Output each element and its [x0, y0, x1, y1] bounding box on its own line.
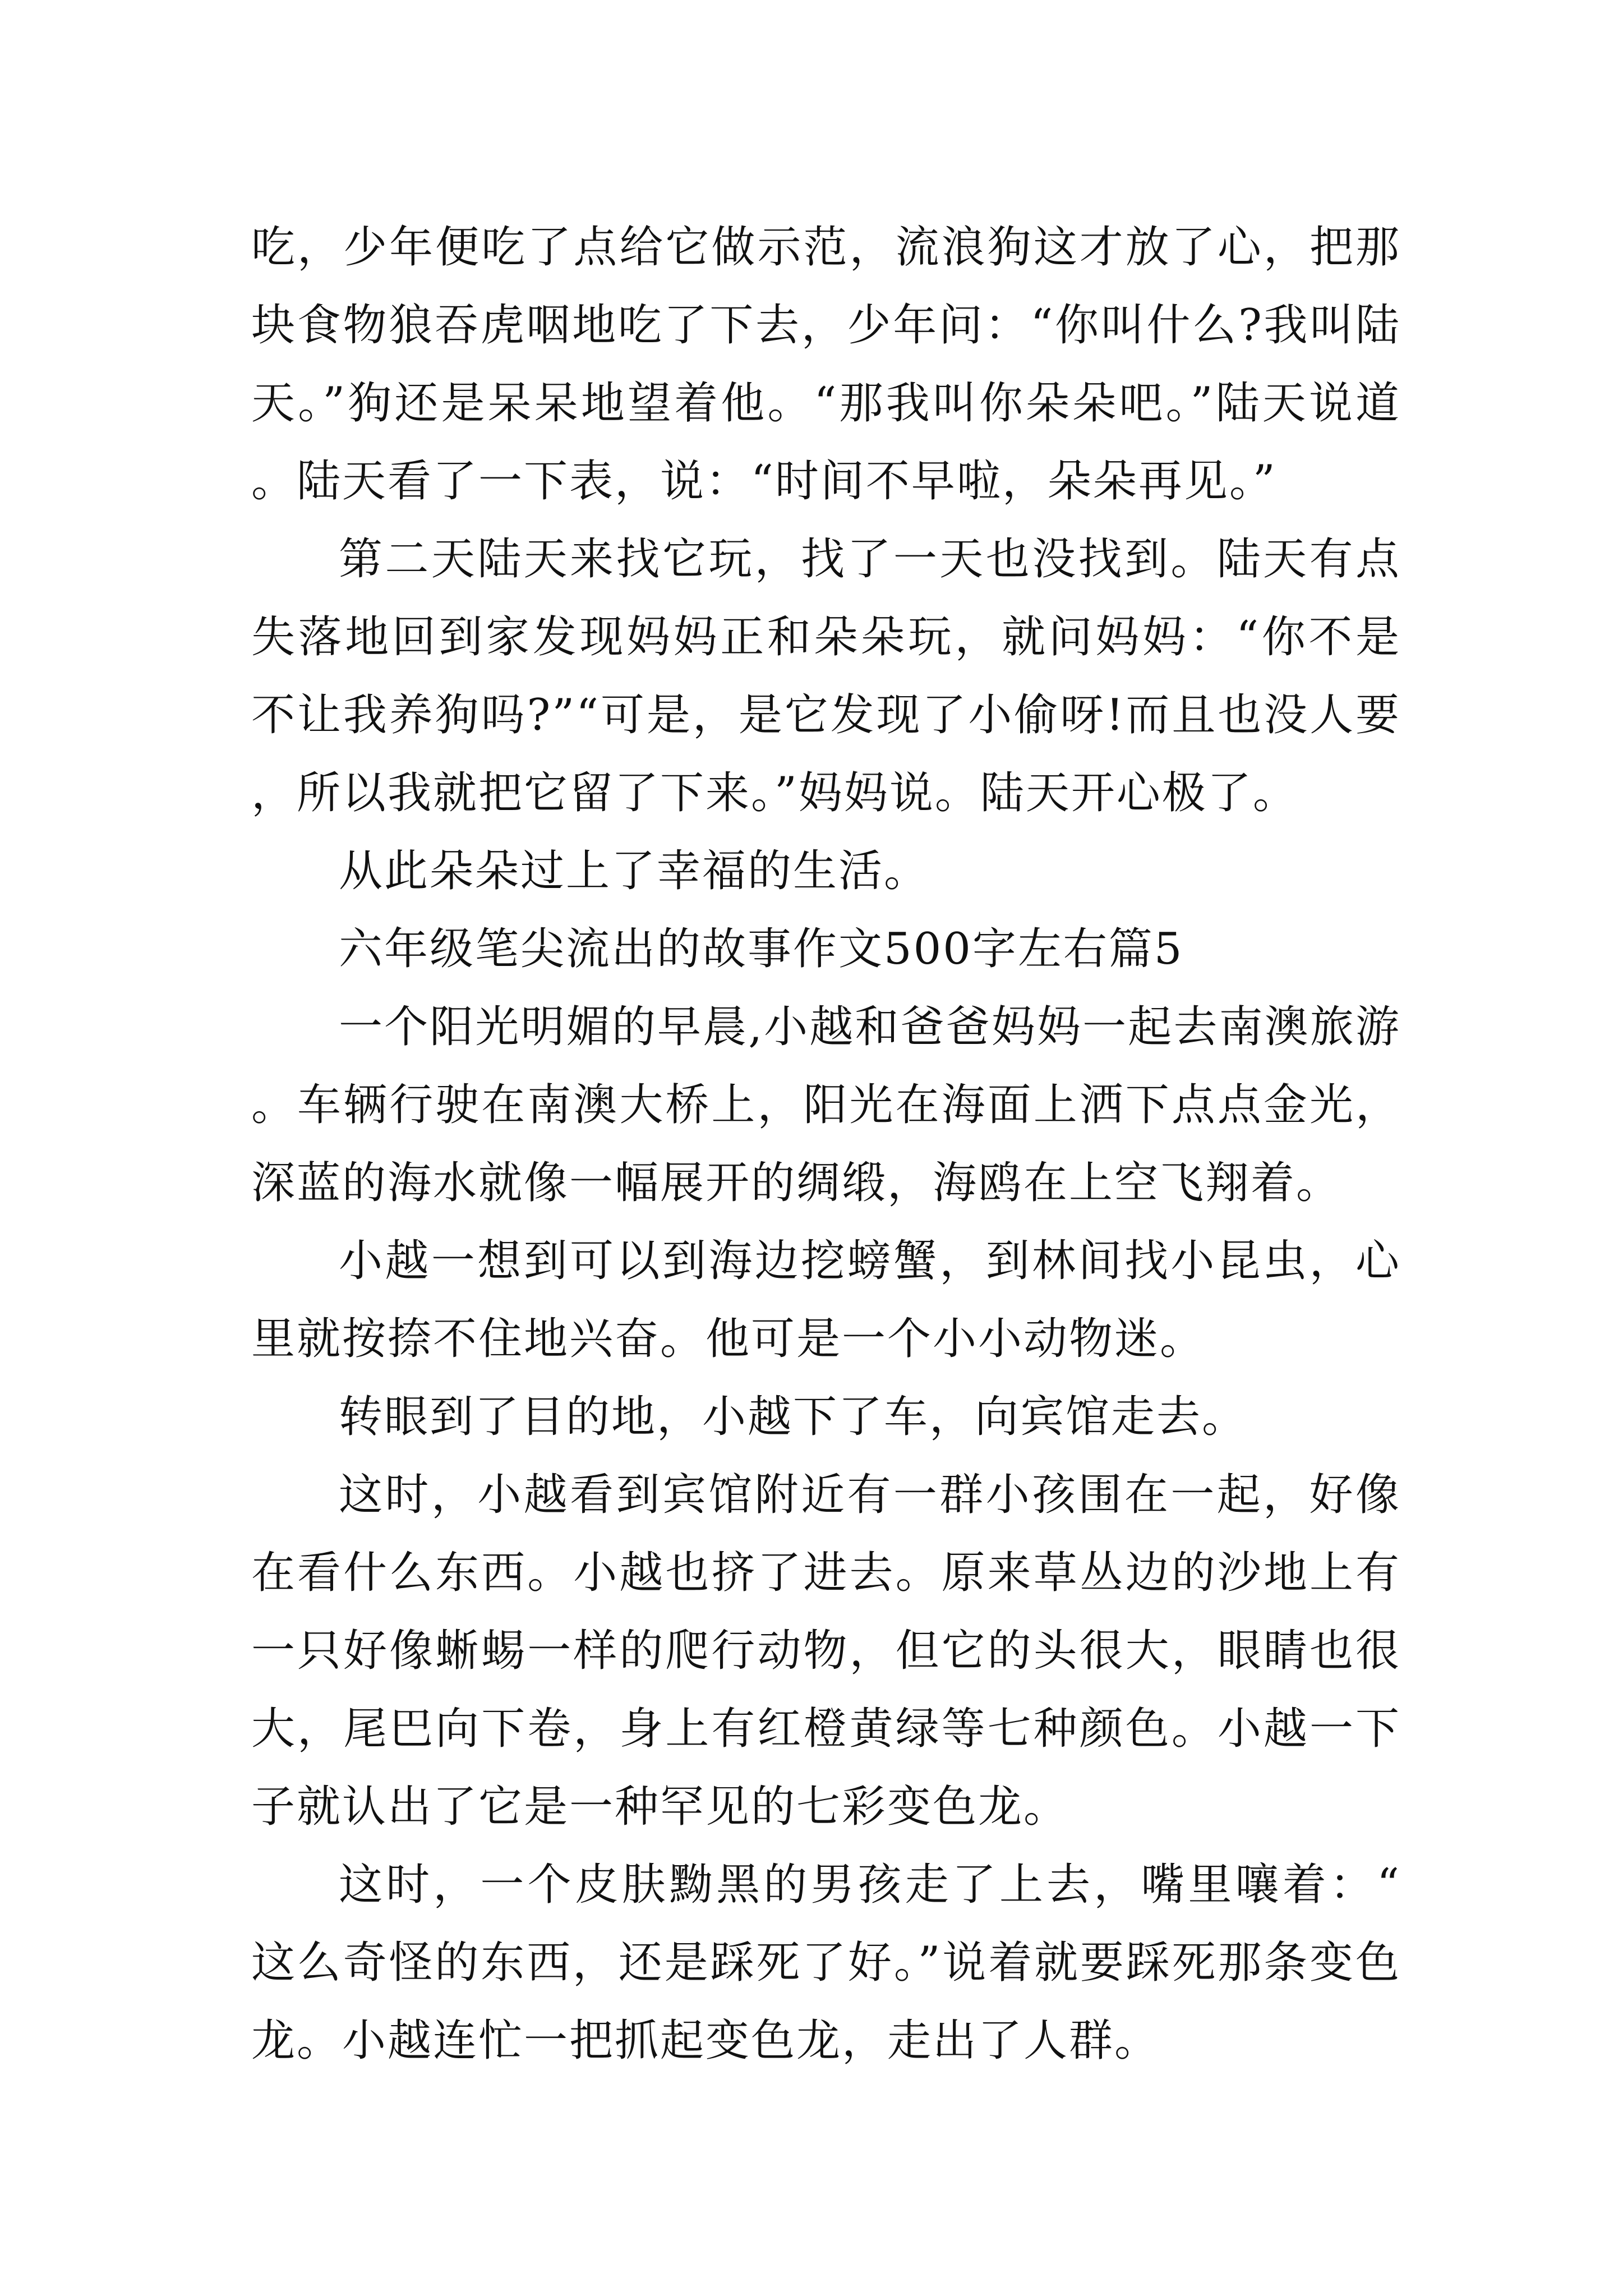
paragraph: 第二天陆天来找它玩，找了一天也没找到。陆天有点失落地回到家发现妈妈正和朵朵玩，就问妈妈：“你不是不让我养狗吗?”“可是，是它发现了小偷呀!而且也没人要，所以我就把它留了下来。”妈妈说。陆天开心极了。: [251, 534, 1401, 818]
paragraph: 转眼到了目的地，小越下了车，向宾馆走去。: [339, 1392, 1248, 1442]
paragraph: 这时，小越看到宾馆附近有一群小孩围在一起，好像在看什么东西。小越也挤了进去。原来草丛边的沙地上有一只好像蜥蜴一样的爬行动物，但它的头很大，眼睛也很大，尾巴向下卷，身上有红橙黄绿等七种颜色。小越一下子就认出了它是一种罕见的七彩变色龙。: [251, 1470, 1401, 1832]
paragraph: 这时，一个皮肤黝黑的男孩走了上去，嘴里嚷着：“这么奇怪的东西，还是踩死了好。”说着就要踩死那条变色龙。小越连忙一把抓起变色龙，走出了人群。: [251, 1860, 1401, 2066]
document-body: [251, 209, 1401, 2080]
paragraph: 小越一想到可以到海边挖螃蟹，到林间找小昆虫，心里就按捺不住地兴奋。他可是一个小小动物迷。: [251, 1236, 1401, 1364]
paragraph: 从此朵朵过上了幸福的生活。: [339, 846, 930, 896]
section-title: 六年级笔尖流出的故事作文500字左右篇5: [339, 924, 1184, 974]
paragraph-continued: 吃，少年便吃了点给它做示范，流浪狗这才放了心，把那块食物狼吞虎咽地吃了下去，少年问：“你叫什么?我叫陆天。”狗还是呆呆地望着他。“那我叫你朵朵吧。”陆天说道。陆天看了一下表，说：“时间不早啦，朵朵再见。”: [251, 222, 1401, 507]
paragraph: 一个阳光明媚的早晨,小越和爸爸妈妈一起去南澳旅游。车辆行驶在南澳大桥上，阳光在海面上洒下点点金光，深蓝的海水就像一幅展开的绸缎，海鸥在上空飞翔着。: [251, 1002, 1401, 1208]
